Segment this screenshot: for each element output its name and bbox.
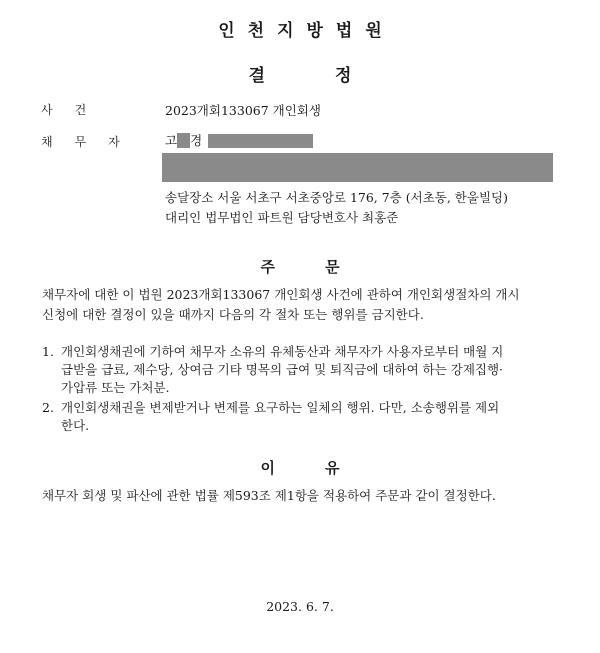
reason-text: 채무자 회생 및 파산에 관한 법률 제593조 제1항을 적용하여 주문과 같이 결정한다.: [42, 488, 496, 503]
order-item-number: 2.: [42, 400, 54, 415]
order-item-line: 한다.: [61, 418, 90, 433]
debtor-label: 채무자: [41, 135, 142, 149]
order-item-line: 개인회생채권에 기하여 채무자 소유의 유체동산과 채무자가 사용자로부터 매월 지: [61, 344, 504, 359]
redaction-mark: [208, 134, 313, 148]
case-number: 2023개회133067 개인회생: [165, 103, 321, 118]
reason-section-title: 이유: [260, 459, 390, 477]
order-paragraph: [42, 285, 562, 325]
order-item-line: 개인회생채권을 변제받거나 변제를 요구하는 일체의 행위. 다만, 소송행위를 제외: [61, 400, 500, 415]
delivery-address: 송달장소 서울 서초구 서초중앙로 176, 7층 (서초동, 한울빌딩): [165, 190, 508, 205]
redacted-address-block: [162, 153, 553, 182]
order-paragraph-line: 신청에 대한 결정이 있을 때까지 다음의 각 절차 또는 행위를 금지한다.: [42, 307, 424, 322]
decision-date: 2023. 6. 7.: [266, 599, 334, 614]
order-item-line: 가압류 또는 가처분.: [61, 380, 170, 395]
case-label: 사건: [41, 103, 109, 117]
document-type-title: 결정: [248, 66, 422, 86]
order-item-line: 급받을 급료, 제수당, 상여금 기타 명목의 급여 및 퇴직금에 대하여 하는 강제집행·: [61, 362, 504, 377]
order-paragraph-line: 채무자에 대한 이 법원 2023개회133067 개인회생 사건에 관하여 개인회생절차의 개시: [42, 287, 520, 302]
debtor-name-prefix: 고: [165, 133, 178, 148]
debtor-name: [165, 131, 313, 150]
order-item-text: [61, 399, 561, 435]
court-name: 인천지방법원: [218, 21, 395, 41]
order-item-number: 1.: [42, 344, 54, 359]
legal-agent: 대리인 법무법인 파트원 담당변호사 최홍준: [165, 210, 399, 225]
order-item-text: [61, 343, 561, 397]
order-section-title: 주문: [260, 258, 390, 276]
debtor-name-suffix: 경: [190, 133, 203, 148]
redaction-mark: [177, 133, 190, 148]
